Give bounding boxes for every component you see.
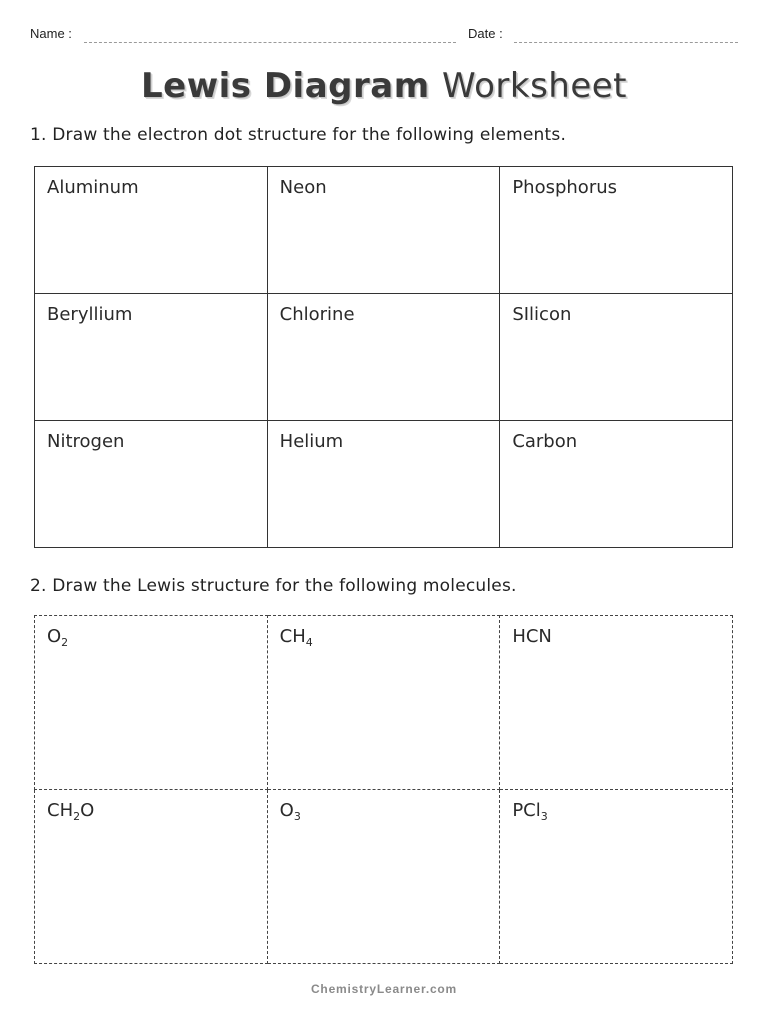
molecule-formula: $O_3$: [279, 800, 301, 823]
molecule-formula: PCl$_3$: [512, 800, 548, 823]
element-cell[interactable]: Aluminum: [35, 167, 268, 294]
date-label: Date :: [468, 26, 503, 41]
element-cell[interactable]: Phosphorus: [500, 167, 733, 294]
molecule-cell[interactable]: [500, 616, 733, 790]
table-row: [35, 790, 733, 964]
elements-table: [34, 166, 733, 548]
name-input-line[interactable]: [84, 42, 456, 43]
element-cell[interactable]: Beryllium: [35, 294, 268, 421]
header-fields: [0, 26, 768, 50]
element-cell[interactable]: Neon: [267, 167, 500, 294]
molecule-formula: $O_2$: [47, 626, 69, 649]
page-title: [0, 66, 768, 106]
table-row: [35, 421, 733, 548]
element-cell[interactable]: Carbon: [500, 421, 733, 548]
molecule-formula: HCN: [512, 626, 552, 647]
molecule-formula: $CH_4$: [279, 626, 313, 649]
element-cell[interactable]: Nitrogen: [35, 421, 268, 548]
name-label: Name :: [30, 26, 72, 41]
formula-subscript: 2: [73, 810, 81, 823]
molecule-formula: $CH_2O$: [47, 800, 95, 823]
formula-subscript: 4: [305, 636, 313, 649]
element-cell[interactable]: SIlicon: [500, 294, 733, 421]
molecule-cell[interactable]: [267, 616, 500, 790]
element-cell[interactable]: Helium: [267, 421, 500, 548]
title-light: Worksheet: [441, 66, 628, 106]
formula-subscript: 2: [61, 636, 69, 649]
formula-subscript: 3: [540, 810, 548, 823]
table-row: [35, 616, 733, 790]
question-2: 2. Draw the Lewis structure for the following molecules.: [30, 576, 517, 596]
title-bold: Lewis Diagram: [140, 66, 430, 106]
molecule-cell[interactable]: [35, 616, 268, 790]
molecule-cell[interactable]: [35, 790, 268, 964]
table-row: [35, 294, 733, 421]
molecules-table: [34, 615, 733, 964]
formula-subscript: 3: [293, 810, 301, 823]
date-input-line[interactable]: [514, 42, 738, 43]
molecule-cell[interactable]: [267, 790, 500, 964]
footer-brand: ChemistryLearner.com: [310, 982, 458, 996]
molecule-cell[interactable]: [500, 790, 733, 964]
element-cell[interactable]: Chlorine: [267, 294, 500, 421]
table-row: [35, 167, 733, 294]
question-1: 1. Draw the electron dot structure for the following elements.: [30, 125, 567, 145]
